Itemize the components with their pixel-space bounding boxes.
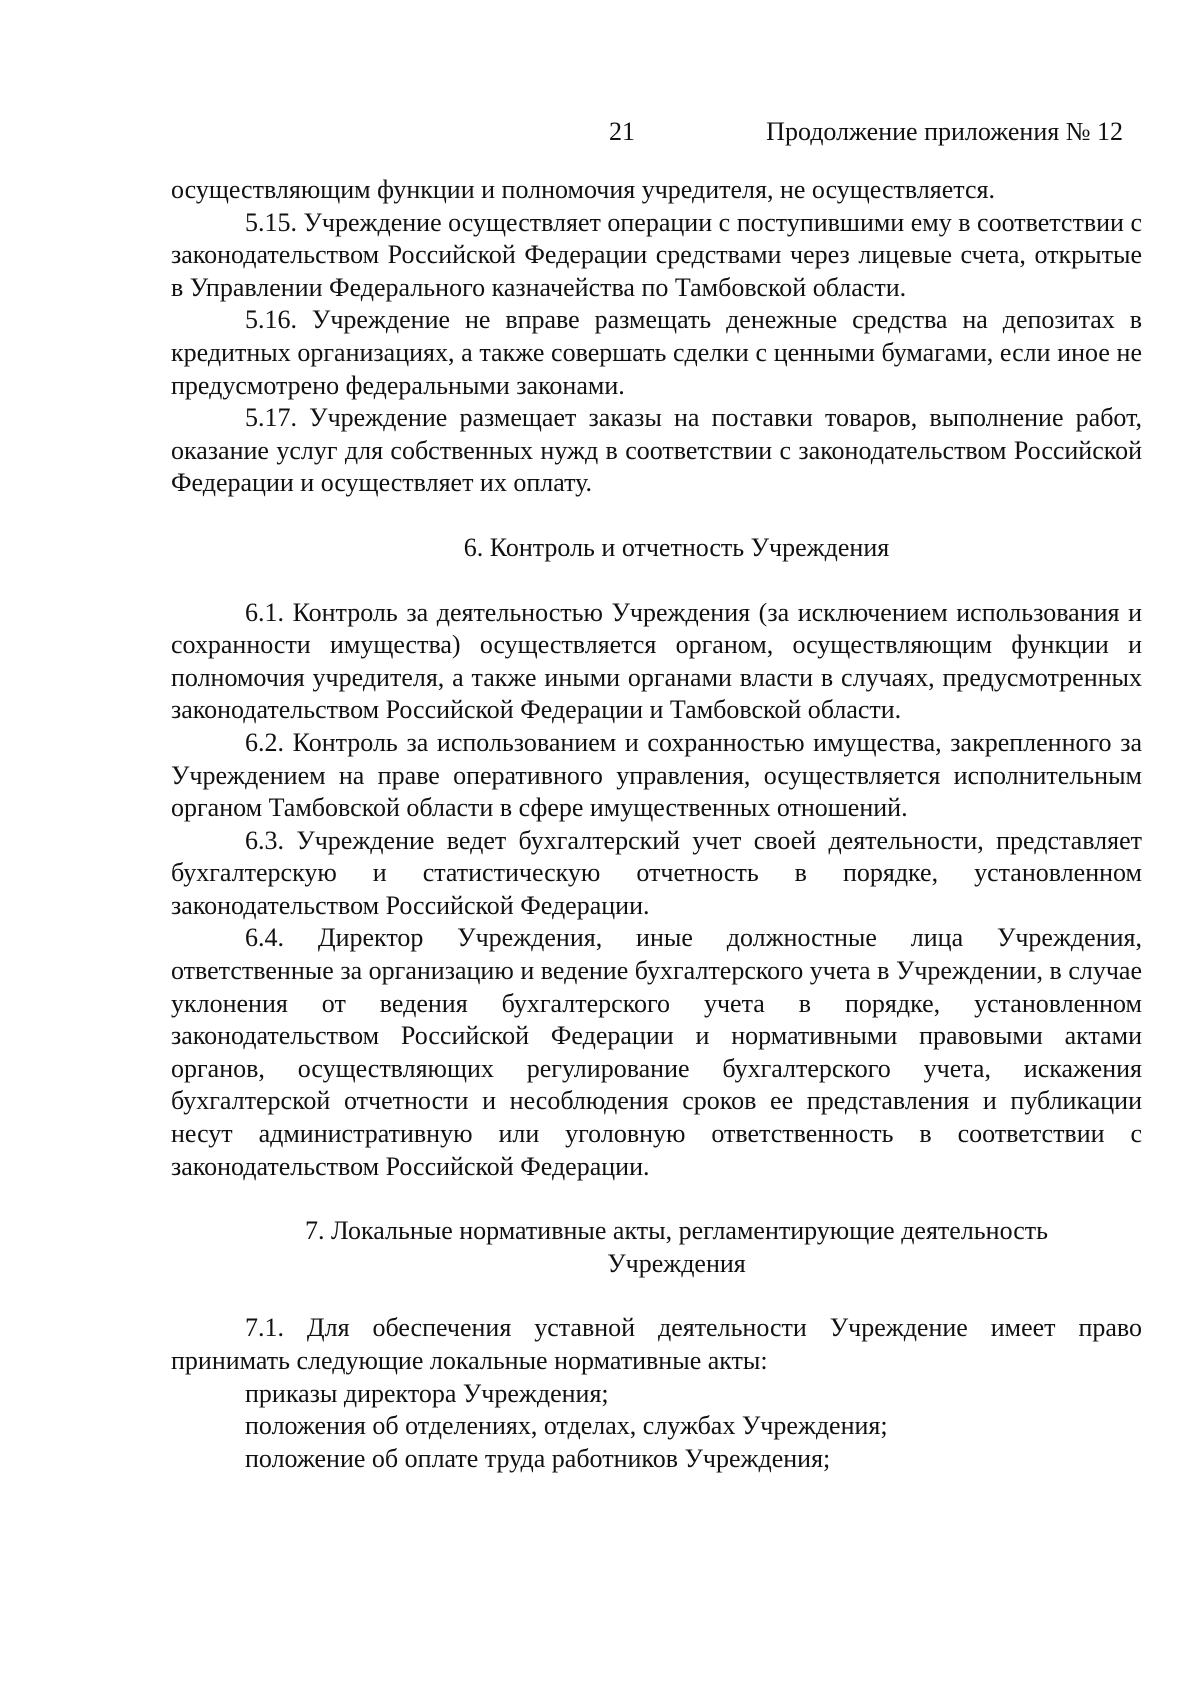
section-7-heading-line-2: Учреждения (607, 1248, 746, 1278)
document-body (171, 174, 1142, 1475)
list-item: положение об оплате труда работников Учреждения; (245, 1443, 831, 1473)
section-7-heading-line-1: 7. Локальные нормативные акты, регламентирующие деятельность (305, 1216, 1048, 1246)
paragraph-5-15: 5.15. Учреждение осуществляет операции с поступившими ему в соответствии с законодательством Российской Федерации средствами через лицевые счета, открытые в Управлении Федерального казначейства по Тамбовской области. (171, 207, 1142, 302)
paragraph-6-1: 6.1. Контроль за деятельностью Учреждения (за исключением использования и сохранности имущества) осуществляется органом, осуществляющим функции и полномочия учредителя, а также иными органами власти в случаях, предусмотренных законодательством Российской Федерации и Тамбовской области. (171, 597, 1142, 725)
paragraph-5-17: 5.17. Учреждение размещает заказы на поставки товаров, выполнение работ, оказание услуг для собственных нужд в соответствии с законодательством Российской Федерации и осуществляет их оплату. (171, 403, 1142, 498)
paragraph-continuation: осуществляющим функции и полномочия учредителя, не осуществляется. (171, 175, 995, 204)
page-number: 21 (609, 117, 635, 146)
section-6-heading: 6. Контроль и отчетность Учреждения (463, 532, 890, 562)
section-7-heading (171, 1215, 1142, 1280)
paragraph-6-4: 6.4. Директор Учреждения, иные должностные лица Учреждения, ответственные за организацию и ведение бухгалтерского учета в Учреждении, в случае уклонения от ведения бухгалтерского учета в порядке, установленном законодательством Российской Федерации и нормативными правовыми актами органов, осуществляющих регулирование бухгалтерского учета, искажения бухгалтерской отчетности и несоблюдения сроков ее представления и публикации несут административную или уголовную ответственность в соответствии с законодательством Российской Федерации. (171, 923, 1142, 1181)
appendix-continuation-title: Продолжение приложения № 12 (766, 117, 1123, 146)
list-item: положения об отделениях, отделах, службах Учреждения; (245, 1411, 888, 1441)
paragraph-6-2: 6.2. Контроль за использованием и сохранностью имущества, закрепленного за Учреждением на праве оперативного управления, осуществляется исполнительным органом Тамбовской области в сфере имущественных отношений. (171, 727, 1142, 823)
paragraph-5-16: 5.16. Учреждение не вправе размещать денежные средства на депозитах в кредитных организациях, а также совершать сделки с ценными бумагами, если иное не предусмотрено федеральными законами. (171, 305, 1142, 400)
paragraph-6-3: 6.3. Учреждение ведет бухгалтерский учет своей деятельности, представляет бухгалтерскую и статистическую отчетность в порядке, установленном законодательством Российской Федерации. (171, 825, 1142, 920)
list-item: приказы директора Учреждения; (245, 1378, 609, 1408)
paragraph-7-1: 7.1. Для обеспечения уставной деятельности Учреждение имеет право принимать следующие локальные нормативные акты: (171, 1313, 1142, 1375)
page-header (0, 114, 1200, 150)
